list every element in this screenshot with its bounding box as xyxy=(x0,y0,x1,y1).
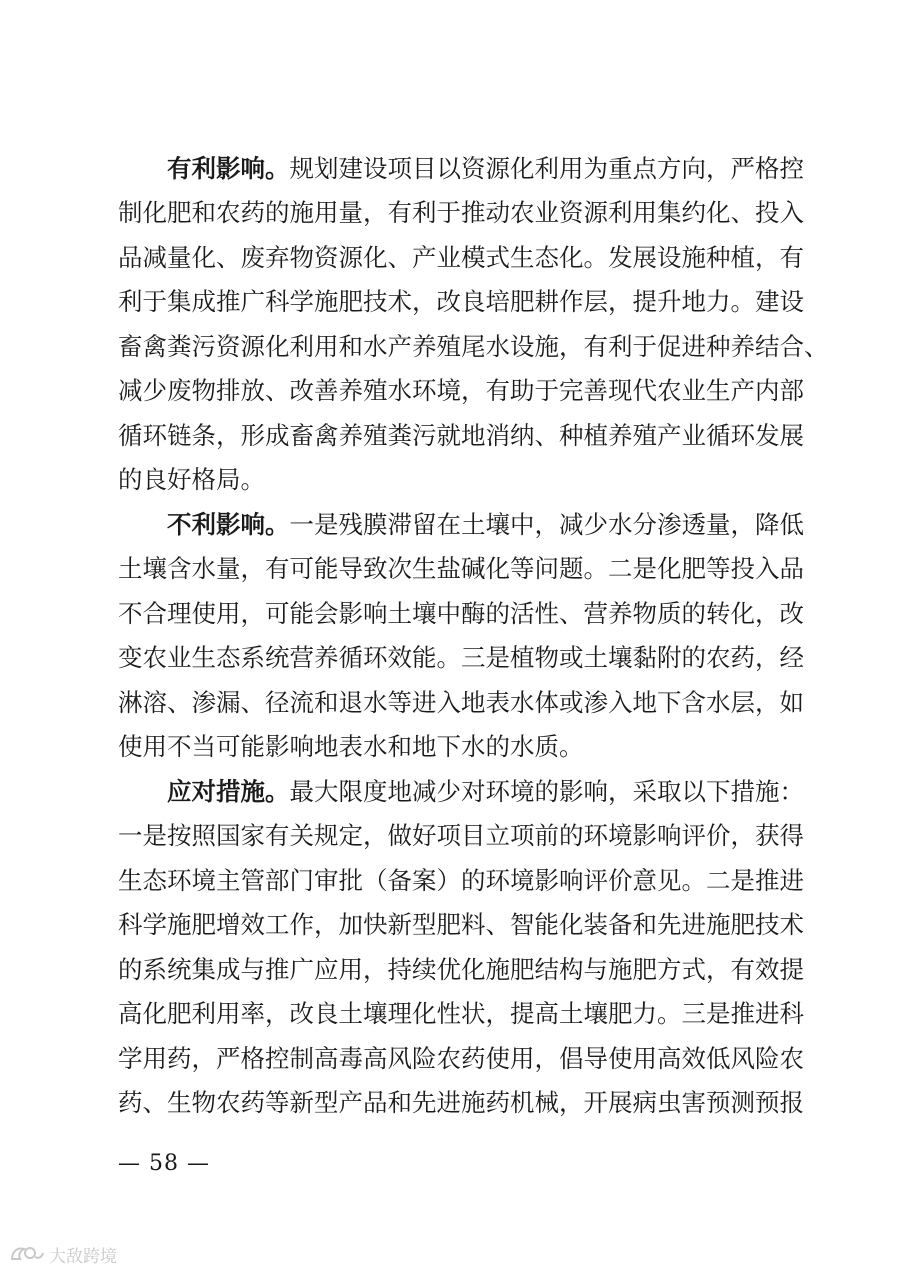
paragraph-benefits-line-3: 品减量化、废弃物资源化、产业模式生态化。发展设施种植，有 xyxy=(118,243,804,272)
paragraph-benefits-line-5: 畜禽粪污资源化利用和水产养殖尾水设施，有利于促进种养结合、 xyxy=(118,332,829,361)
paragraph-measures-line-6: 高化肥利用率，改良土壤理化性状，提高土壤肥力。三是推进科 xyxy=(118,999,804,1028)
paragraph-measures-line-2: 一是按照国家有关规定，做好项目立项前的环境影响评价，获得 xyxy=(118,821,804,850)
heading-measures: 应对措施。 xyxy=(167,777,290,806)
watermark-text: 大敌跨境 xyxy=(49,1246,117,1267)
paragraph-measures-line-3: 生态环境主管部门审批（备案）的环境影响评价意见。二是推进 xyxy=(118,866,804,895)
heading-drawbacks: 不利影响。 xyxy=(167,510,290,539)
paragraph-drawbacks-line-3: 不合理使用，可能会影响土壤中酶的活性、营养物质的转化，改 xyxy=(118,599,804,628)
watermark xyxy=(8,1242,117,1266)
paragraph-benefits-line-1: 有利影响。规划建设项目以资源化利用为重点方向，严格控 xyxy=(167,154,804,183)
paragraph-drawbacks-line-1: 不利影响。一是残膜滞留在土壤中，减少水分渗透量，降低 xyxy=(167,510,804,539)
paragraph-drawbacks-line-4: 变农业生态系统营养循环效能。三是植物或土壤黏附的农药，经 xyxy=(118,643,804,672)
paragraph-benefits-line-8: 的良好格局。 xyxy=(118,465,265,494)
paragraph-benefits-line-7: 循环链条，形成畜禽养殖粪污就地消纳、种植养殖产业循环发展 xyxy=(118,421,804,450)
paragraph-measures-line-1: 应对措施。最大限度地减少对环境的影响，采取以下措施： xyxy=(167,777,804,806)
paragraph-drawbacks-line-2: 土壤含水量，有可能导致次生盐碱化等问题。二是化肥等投入品 xyxy=(118,554,804,583)
paragraph-drawbacks-line-6: 使用不当可能影响地表水和地下水的水质。 xyxy=(118,732,584,761)
paragraph-measures-line-5: 的系统集成与推广应用，持续优化施肥结构与施肥方式，有效提 xyxy=(118,955,804,984)
paragraph-drawbacks-line-5: 淋溶、渗漏、径流和退水等进入地表水体或渗入地下含水层，如 xyxy=(118,688,804,717)
paragraph-benefits-line-2: 制化肥和农药的施用量，有利于推动农业资源利用集约化、投入 xyxy=(118,198,804,227)
paragraph-measures-line-4: 科学施肥增效工作，加快新型肥料、智能化装备和先进施肥技术 xyxy=(118,910,804,939)
paragraph-measures-line-7: 学用药，严格控制高毒高风险农药使用，倡导使用高效低风险农 xyxy=(118,1044,804,1073)
paragraph-benefits-line-4: 利于集成推广科学施肥技术，改良培肥耕作层，提升地力。建设 xyxy=(118,287,804,316)
heading-benefits: 有利影响。 xyxy=(167,154,290,183)
logo-icon xyxy=(8,1243,46,1265)
paragraph-measures-line-8: 药、生物农药等新型产品和先进施药机械，开展病虫害预测预报 xyxy=(118,1088,804,1117)
page-number: — 58 — xyxy=(118,1151,210,1176)
paragraph-benefits-line-6: 减少废物排放、改善养殖水环境，有助于完善现代农业生产内部 xyxy=(118,376,804,405)
